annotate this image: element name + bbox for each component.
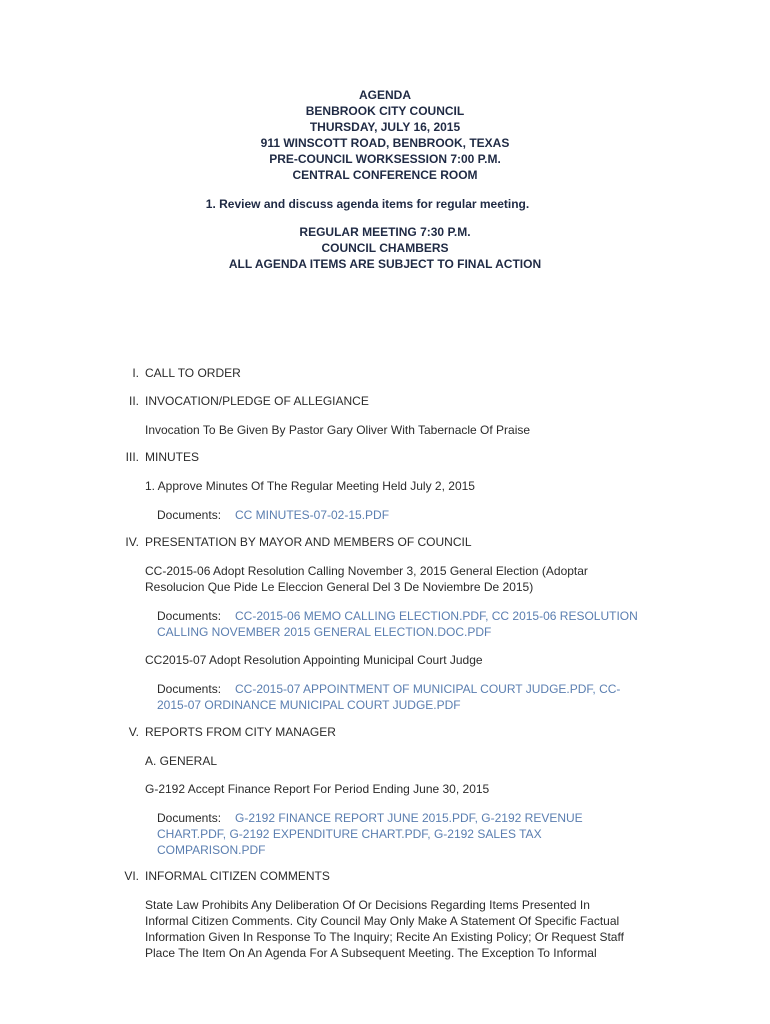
citizen-comments-text [145,897,665,961]
header-line-date: THURSDAY, JULY 16, 2015 [309,120,461,134]
judge-documents [157,681,657,713]
judge-resolution-item: CC2015-07 Adopt Resolution Appointing Municipal Court Judge [145,653,483,667]
finance-report-item: G-2192 Accept Finance Report For Period Ending June 30, 2015 [145,782,490,796]
worksession-item-1: 1. Review and discuss agenda items for regular meeting. [205,197,530,211]
regular-meeting-location: COUNCIL CHAMBERS [321,241,449,255]
finance-documents [157,810,657,858]
header-line-agenda: AGENDA [358,88,411,102]
section-title: INFORMAL CITIZEN COMMENTS [145,869,330,883]
text-line: Information Given In Response To The Inquiry; Recite An Existing Policy; Or Request Staff [145,930,624,944]
document-link[interactable]: CALLING NOVEMBER 2015 GENERAL ELECTION.DOC.PDF [157,625,492,639]
final-action-notice: ALL AGENDA ITEMS ARE SUBJECT TO FINAL ACTION [228,257,542,271]
election-resolution-item [145,563,645,595]
minutes-item: 1. Approve Minutes Of The Regular Meeting Held July 2, 2015 [145,479,475,493]
subsection-general: A. GENERAL [145,754,218,768]
section-number: I. [132,366,139,380]
minutes-documents [157,507,657,523]
document-link[interactable]: G-2192 FINANCE REPORT JUNE 2015.PDF, G-2192 REVENUE [235,811,583,825]
text-line: Place The Item On An Agenda For A Subsequent Meeting. The Exception To Informal [145,946,597,960]
section-number: III. [125,450,139,464]
section-number: II. [128,394,139,408]
item-text-line: Resolucion Que Pide Le Eleccion General Del 3 De Noviembre De 2015) [145,580,534,594]
document-link[interactable]: COMPARISON.PDF [157,843,266,857]
document-link[interactable]: CC-2015-07 APPOINTMENT OF MUNICIPAL COURT JUDGE.PDF, CC- [235,682,621,696]
document-link[interactable]: CC MINUTES-07-02-15.PDF [235,508,390,522]
document-link[interactable]: CC-2015-06 MEMO CALLING ELECTION.PDF, CC 2015-06 RESOLUTION [235,609,638,623]
section-title: REPORTS FROM CITY MANAGER [145,725,336,739]
section-number: IV. [125,535,139,549]
documents-label: Documents: [157,508,222,522]
regular-meeting-time: REGULAR MEETING 7:30 P.M. [299,225,471,239]
section-title: INVOCATION/PLEDGE OF ALLEGIANCE [145,394,369,408]
header-line-room: CENTRAL CONFERENCE ROOM [292,168,478,182]
header-line-council: BENBROOK CITY COUNCIL [305,104,465,118]
invocation-text: Invocation To Be Given By Pastor Gary Oliver With Tabernacle Of Praise [145,423,531,437]
header-line-worksession: PRE-COUNCIL WORKSESSION 7:00 P.M. [269,152,501,166]
item-text-line: CC-2015-06 Adopt Resolution Calling November 3, 2015 General Election (Adoptar [145,564,588,578]
election-documents [157,608,657,640]
section-title: MINUTES [145,450,199,464]
documents-label: Documents: [157,682,222,696]
section-number: VI. [124,869,139,883]
header-line-address: 911 WINSCOTT ROAD, BENBROOK, TEXAS [260,136,510,150]
documents-label: Documents: [157,811,222,825]
document-link[interactable]: 2015-07 ORDINANCE MUNICIPAL COURT JUDGE.PDF [157,698,461,712]
documents-label: Documents: [157,609,222,623]
text-line: State Law Prohibits Any Deliberation Of Or Decisions Regarding Items Presented In [145,898,590,912]
document-link[interactable]: CHART.PDF, G-2192 EXPENDITURE CHART.PDF, G-2192 SALES TAX [157,827,542,841]
text-line: Informal Citizen Comments. City Council May Only Make A Statement Of Specific Factual [145,914,620,928]
section-number: V. [128,725,139,739]
section-title: PRESENTATION BY MAYOR AND MEMBERS OF COUNCIL [145,535,472,549]
section-title: CALL TO ORDER [145,366,241,380]
agenda-header [0,87,770,272]
